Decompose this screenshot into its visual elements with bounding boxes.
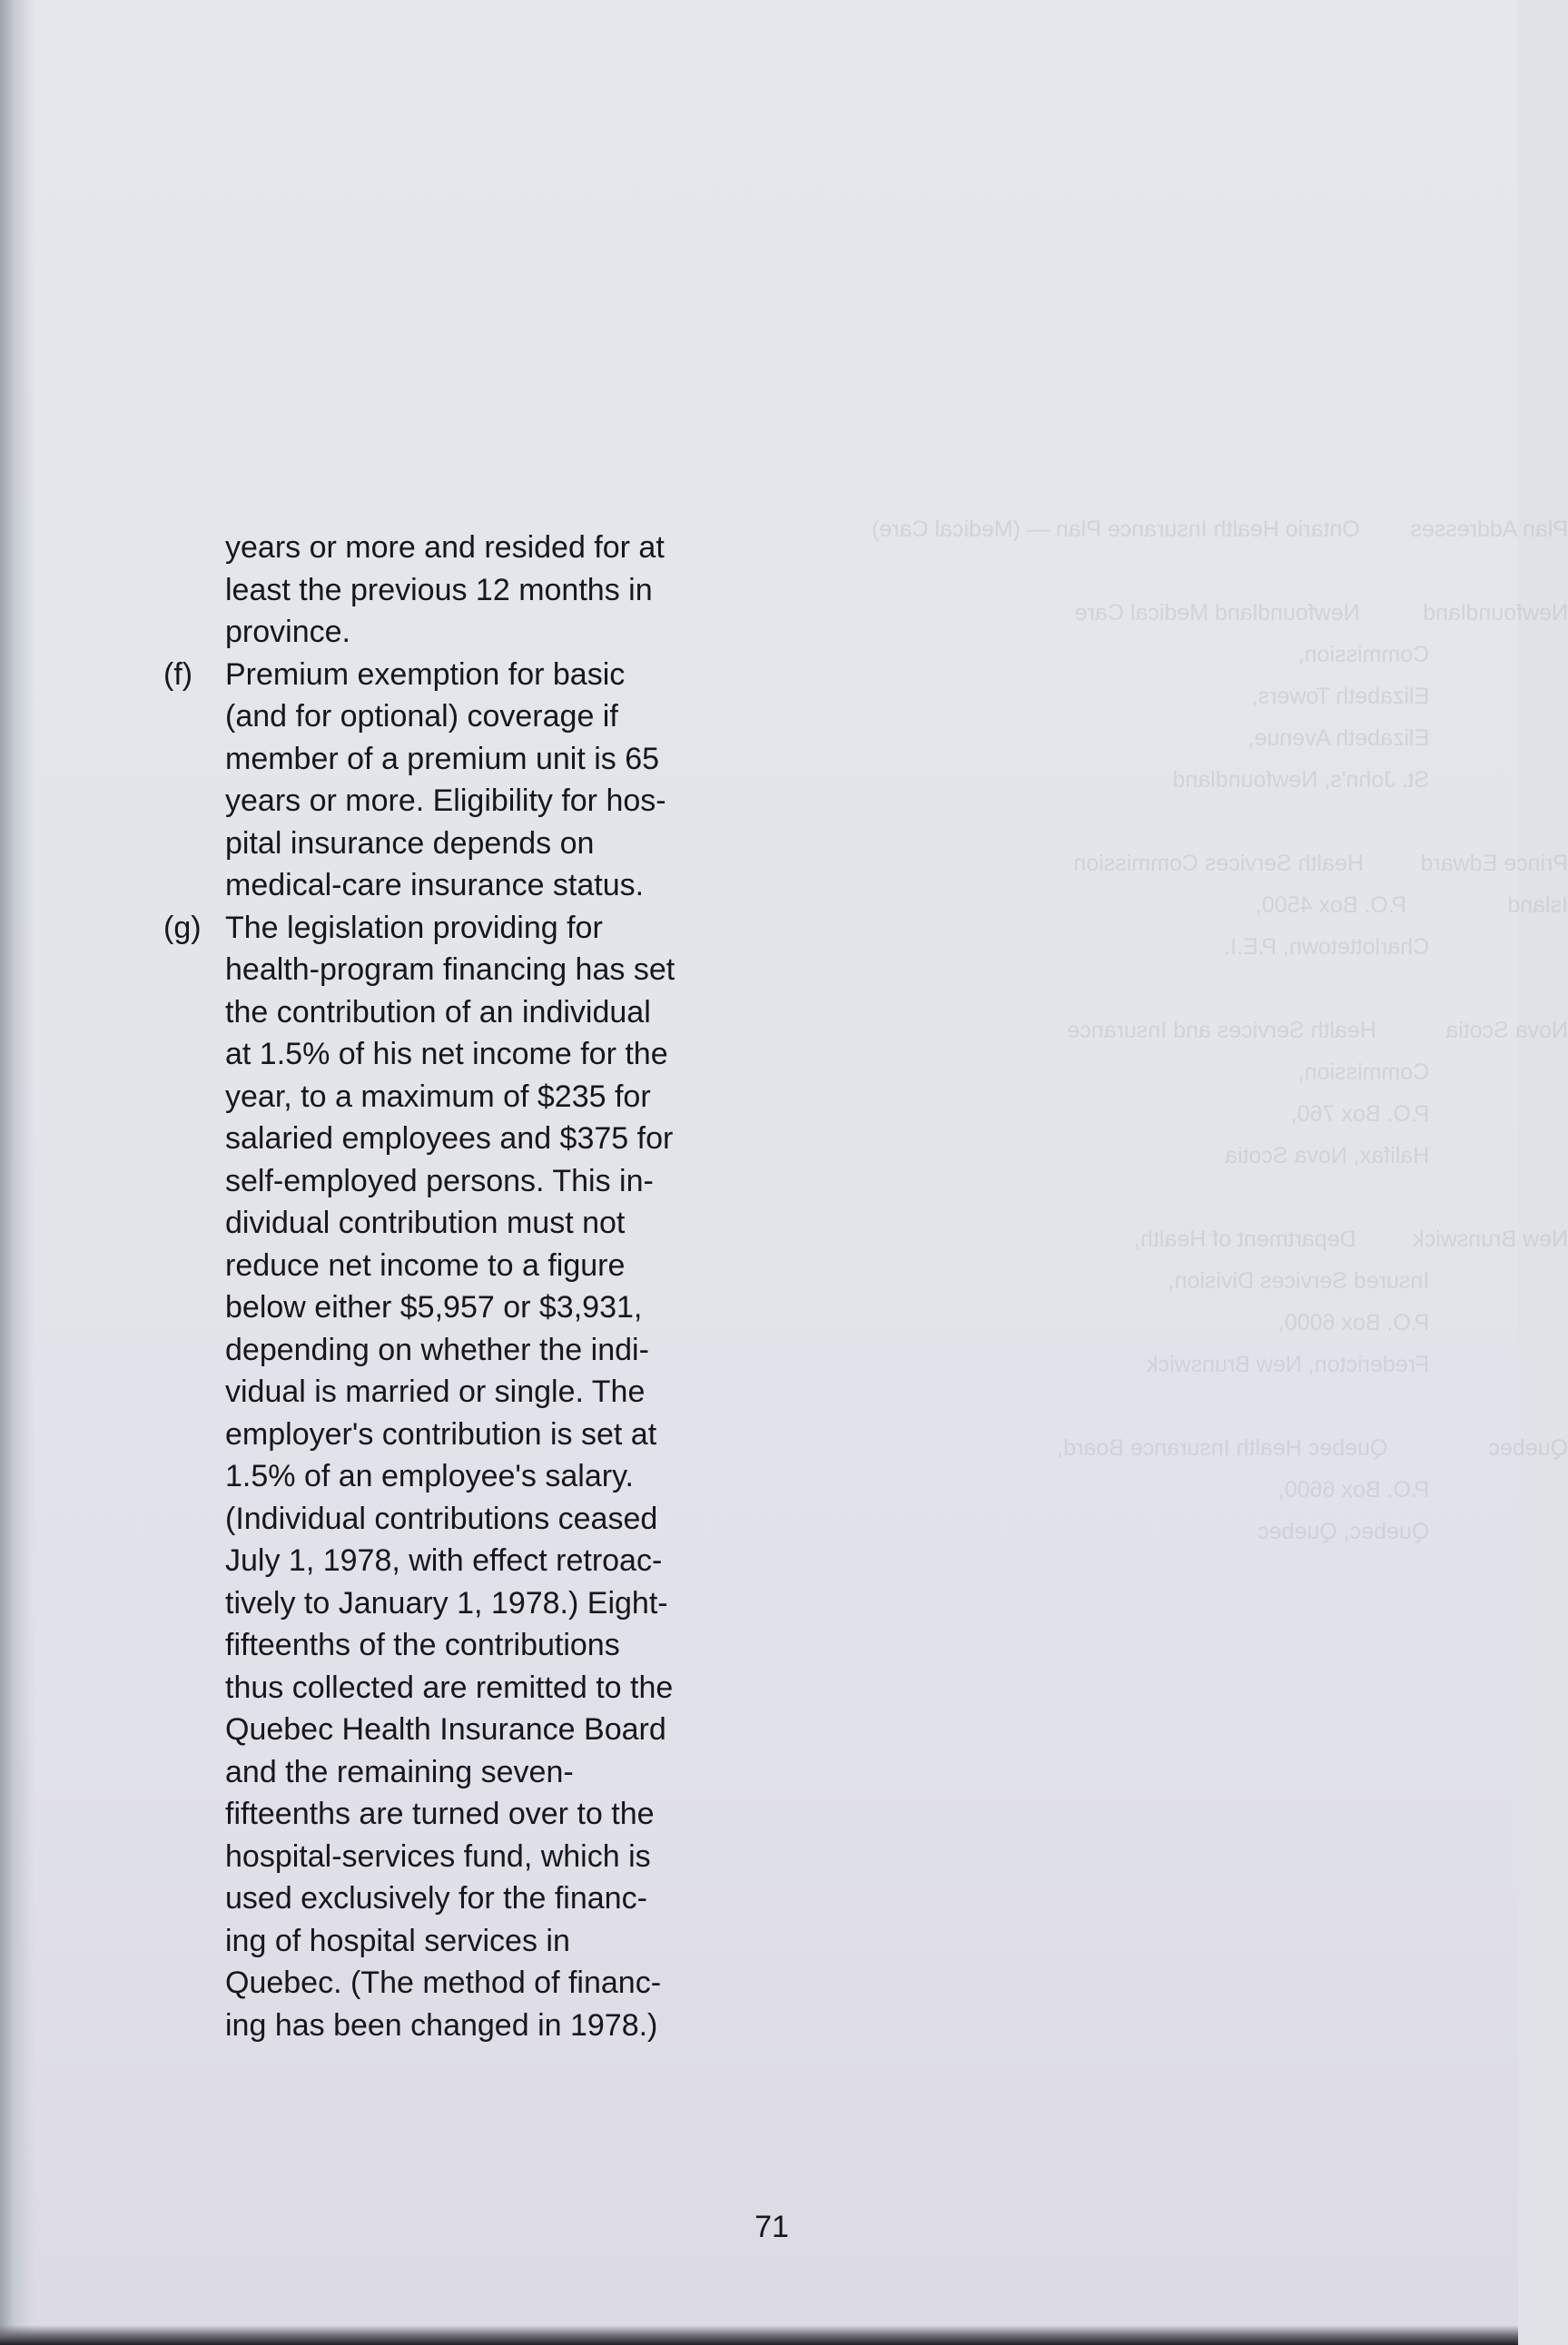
text-line: tively to January 1, 1978.) Eight-	[225, 1585, 668, 1621]
text-line: at 1.5% of his net income for the	[225, 1037, 668, 1071]
text-line: (Individual contributions ceased	[225, 1501, 658, 1536]
list-item-g	[163, 907, 799, 2047]
text-line: (and for optional) coverage if	[225, 699, 618, 734]
text-line: employer's contribution is set at	[225, 1416, 657, 1452]
text-line: used exclusively for the financ-	[225, 1881, 647, 1916]
list-marker: (f)	[163, 656, 193, 692]
spine-shadow	[0, 0, 35, 2345]
body-text	[163, 527, 799, 2046]
text-line: below either $5,957 or $3,931,	[225, 1290, 643, 1325]
page-number: 71	[754, 2210, 789, 2244]
text-line: July 1, 1978, with effect retroac-	[225, 1543, 663, 1578]
show-through-text: Plan Addresses Ontario Health Insurance Plan — (Medical Care) Newfoundland Newfoundland Medical Care Commission, Elizabeth Towers, Elizabeth Avenue, St. John's, Newfoundland Prince Edward Health Services Commission Island P.O. Box 4500, Charlottetown, P.E.I. Nova Scotia Health Services and Insurance Commission, P.O. Box 760, Halifax, Nova Scotia New Brunswick Department of Health, Insured Services Division, P.O. Box 6000, Fredericton, New Brunswick Quebec Quebec Health Insurance Board, P.O. Box 6600, Quebec, Quebec	[872, 517, 1568, 1544]
text-line: Quebec. (The method of financ-	[225, 1966, 662, 2000]
text-line: salaried employees and $375 for	[225, 1121, 674, 1156]
text-line: least the previous 12 months in	[225, 572, 653, 607]
text-line: thus collected are remitted to the	[225, 1670, 674, 1705]
text-line: the contribution of an individual	[225, 994, 651, 1030]
text-line: fifteenths of the contributions	[225, 1628, 620, 1662]
text-line: hospital-services fund, which is	[225, 1838, 651, 1874]
text-line: year, to a maximum of $235 for	[225, 1079, 651, 1114]
list-marker: (g)	[163, 910, 202, 945]
text-line: province.	[225, 615, 350, 649]
text-line: vidual is married or single. The	[225, 1374, 646, 1409]
text-line: Quebec Health Insurance Board	[225, 1712, 666, 1747]
text-line: years or more. Eligibility for hos-	[225, 783, 666, 818]
text-line: and the remaining seven-	[225, 1754, 574, 1789]
text-line: health-program financing has set	[225, 952, 676, 987]
text-line: ing of hospital services in	[225, 1923, 570, 1958]
text-line: dividual contribution must not	[225, 1206, 626, 1240]
list-item-f	[163, 654, 799, 907]
text-line: Premium exemption for basic	[225, 656, 626, 692]
text-line: 1.5% of an employee's salary.	[225, 1459, 634, 1493]
continuation-paragraph	[163, 527, 799, 654]
text-line: medical-care insurance status.	[225, 868, 645, 902]
page-bottom-edge	[0, 2325, 1518, 2345]
text-line: depending on whether the indi-	[225, 1332, 649, 1367]
text-line: member of a premium unit is 65	[225, 741, 660, 776]
text-line: reduce net income to a figure	[225, 1247, 626, 1283]
text-line: years or more and resided for at	[225, 530, 665, 565]
text-line: self-employed persons. This in-	[225, 1163, 654, 1198]
text-line: ing has been changed in 1978.)	[225, 2007, 658, 2043]
text-line: pital insurance depends on	[225, 825, 595, 861]
text-line: fifteenths are turned over to the	[225, 1797, 655, 1831]
text-line: The legislation providing for	[225, 910, 603, 945]
